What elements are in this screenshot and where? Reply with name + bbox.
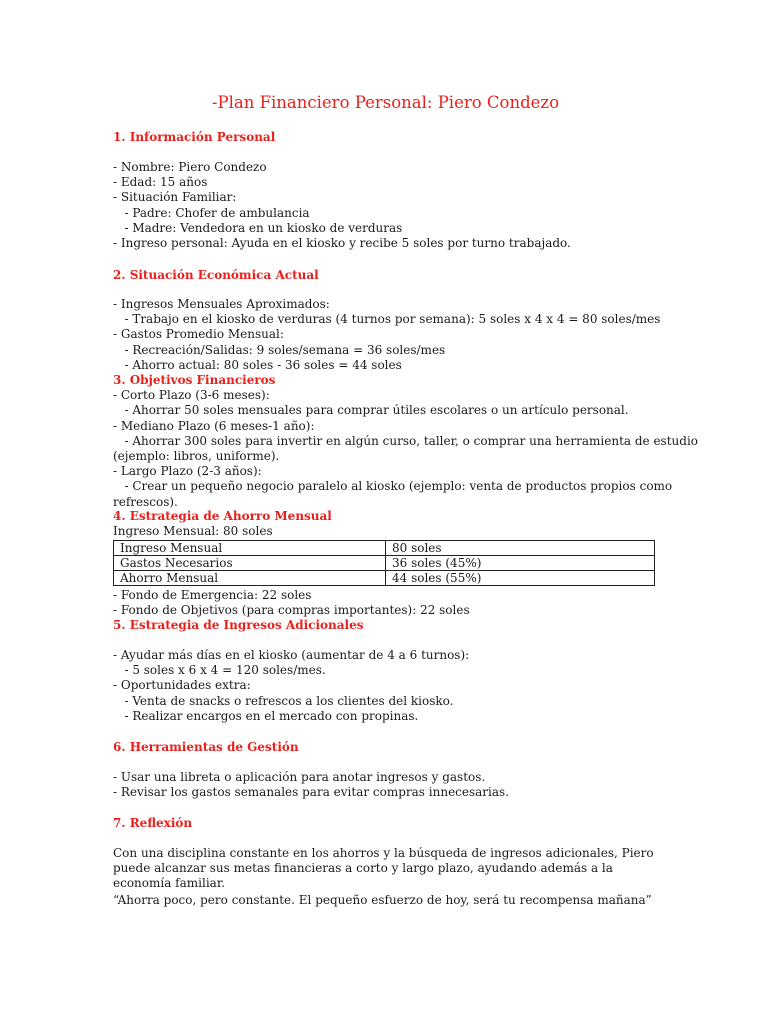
section-management-tools-content [113,770,658,800]
reflection-paragraph-block [113,846,658,892]
section-personal-info [113,130,658,145]
text-line: - Ahorrar 300 soles para invertir en algún curso, taller, o comprar una herramienta de estudio [113,433,699,448]
text-line: (ejemplo: libros, uniforme). [113,449,280,464]
reflection-quote-block [113,893,658,908]
section-heading: 7. Reflexión [113,816,193,830]
section-heading: 4. Estrategia de Ahorro Mensual [113,509,332,523]
text-line: - Recreación/Salidas: 9 soles/semana = 36 soles/mes [113,342,446,357]
section-heading: 6. Herramientas de Gestión [113,740,299,754]
text-line: - Oportunidades extra: [113,678,251,693]
text-line: - Situación Familiar: [113,190,237,205]
section-management-tools [113,740,658,755]
text-line: - Edad: 15 años [113,175,208,190]
text-line: - Usar una libreta o aplicación para anotar ingresos y gastos. [113,770,486,784]
document-title: -Plan Financiero Personal: Piero Condezo [211,93,560,112]
text-line: - Largo Plazo (2-3 años): [113,464,262,479]
text-line: - Realizar encargos en el mercado con propinas. [113,708,419,723]
text-line: - 5 soles x 6 x 4 = 120 soles/mes. [113,663,326,678]
text-line: - Nombre: Piero Condezo [113,160,267,174]
text-line: Ingreso Mensual: 80 soles [113,524,273,539]
section-additional-income-content [113,648,658,724]
text-line: - Corto Plazo (3-6 meses): [113,388,270,403]
section-heading: 3. Objetivos Financieros [113,373,276,387]
table-cell: Ingreso Mensual [114,541,386,556]
table-row [114,541,655,556]
text-line: - Ayudar más días en el kiosko (aumentar de 4 a 6 turnos): [113,648,470,662]
text-line: - Trabajo en el kiosko de verduras (4 turnos por semana): 5 soles x 4 x 4 = 80 soles/mes [113,312,661,327]
section-savings-strategy [113,509,658,539]
section-economic-situation [113,268,658,283]
section-economic-situation-content [113,297,661,373]
text-line: - Ingresos Mensuales Aproximados: [113,297,330,311]
text-line: - Venta de snacks o refrescos a los clientes del kiosko. [113,693,454,708]
section-heading: 1. Información Personal [113,130,276,144]
reflection-quote: “Ahorra poco, pero constante. El pequeño esfuerzo de hoy, será tu recompensa mañana” [113,893,652,907]
text-line: - Crear un pequeño negocio paralelo al kiosko (ejemplo: venta de productos propios como [113,479,673,494]
section-additional-income [113,618,658,633]
text-line: - Ahorrar 50 soles mensuales para comprar útiles escolares o un artículo personal. [113,403,629,418]
table-row [114,571,655,586]
text-line: - Gastos Promedio Mensual: [113,327,284,342]
table-cell: Ahorro Mensual [114,571,386,586]
text-line: - Fondo de Emergencia: 22 soles [113,588,312,602]
section-personal-info-content [113,160,658,251]
text-line: - Fondo de Objetivos (para compras importantes): 22 soles [113,603,470,618]
text-line: - Padre: Chofer de ambulancia [113,205,310,220]
text-line: - Ahorro actual: 80 soles - 36 soles = 44 soles [113,357,402,372]
table-cell: 44 soles (55%) [386,571,655,586]
table-row [114,556,655,571]
table-cell: 36 soles (45%) [386,556,655,571]
text-line: - Madre: Vendedora en un kiosko de verduras [113,220,403,235]
text-line: refrescos). [113,494,178,509]
text-line: - Ingreso personal: Ayuda en el kiosko y recibe 5 soles por turno trabajado. [113,236,571,251]
reflection-paragraph: Con una disciplina constante en los ahorros y la búsqueda de ingresos adicionales, Piero puede alcanzar sus metas financieras a corto y largo plazo, ayudando además a la economía familiar. [113,846,654,891]
table-cell: Gastos Necesarios [114,556,386,571]
section-heading: 5. Estrategia de Ingresos Adicionales [113,618,364,632]
section-reflection [113,816,658,831]
savings-table [113,540,655,586]
text-line: - Revisar los gastos semanales para evitar compras innecesarias. [113,785,510,800]
section-savings-funds [113,588,658,618]
section-financial-goals [113,373,699,510]
section-heading: 2. Situación Económica Actual [113,268,319,282]
table-cell: 80 soles [386,541,655,556]
text-line: - Mediano Plazo (6 meses-1 año): [113,418,315,433]
